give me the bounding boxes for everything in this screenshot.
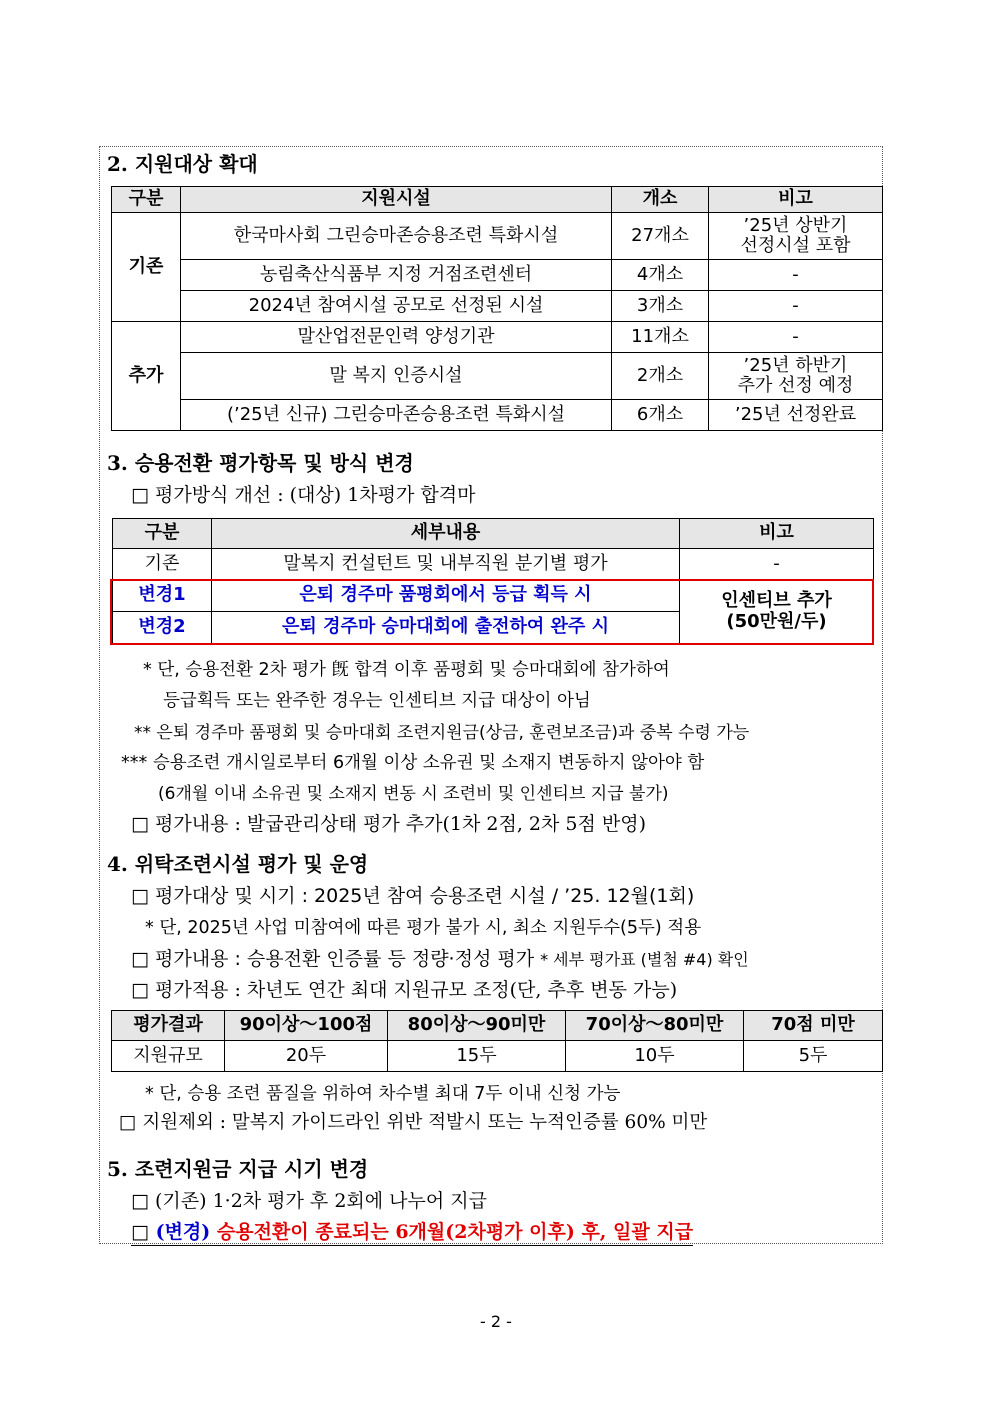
note-cell: [709, 353, 883, 400]
header-count: 개소: [612, 187, 709, 213]
note-line: 추가 선정 예정: [737, 375, 854, 396]
header-category: 구분: [113, 519, 212, 549]
count-cell: 3개소: [612, 291, 709, 322]
count-cell: 4개소: [612, 260, 709, 291]
note-line: 선정시설 포함: [740, 235, 851, 256]
page-number: - 2 -: [480, 1312, 512, 1331]
eval-content-item: [131, 944, 749, 971]
header-range-3: 70이상～80미만: [566, 1011, 744, 1041]
header-range-2: 80이상～90미만: [388, 1011, 566, 1041]
scale-cell: 10두: [566, 1041, 744, 1072]
facility-cell: 농림축산식품부 지정 거점조련센터: [181, 260, 612, 291]
note-cell: -: [709, 291, 883, 322]
scale-cell: 20두: [225, 1041, 388, 1072]
row-note: -: [680, 549, 874, 580]
table-row: [112, 213, 883, 260]
table-row: [112, 322, 883, 353]
incentive-line: 인센티브 추가: [721, 590, 832, 612]
support-target-table: [111, 186, 883, 431]
row-content: 은퇴 경주마 승마대회에 출전하여 완주 시: [212, 612, 680, 644]
note-3a: *** 승용조련 개시일로부터 6개월 이상 소유권 및 소재지 변동하지 않아야 함: [121, 753, 705, 773]
count-cell: 2개소: [612, 353, 709, 400]
checkbox-glyph: □: [131, 1221, 149, 1243]
facility-cell: 말산업전문인력 양성기관: [181, 322, 612, 353]
table-row: [112, 1041, 883, 1072]
table-header-row: [112, 1011, 883, 1041]
section-3-title: 3. 승용전환 평가항목 및 방식 변경: [107, 451, 414, 475]
payment-change-item: [131, 1217, 693, 1246]
table-header-row: [113, 519, 874, 549]
row-label: 지원규모: [112, 1041, 225, 1072]
count-cell: 11개소: [612, 322, 709, 353]
note-cell: -: [709, 322, 883, 353]
note-cell: -: [709, 260, 883, 291]
header-note: 비고: [680, 519, 874, 549]
table-header-row: [112, 187, 883, 213]
scale-cell: 15두: [388, 1041, 566, 1072]
note-2: ** 은퇴 경주마 품평회 및 승마대회 조련지원금(상금, 훈련보조금)과 중복 수령 가능: [134, 723, 750, 743]
payment-existing-item: □ (기존) 1·2차 평가 후 2회에 나누어 지급: [131, 1190, 487, 1212]
change-text: 승용전환이 종료되는 6개월(2차평가 이후) 후, 일괄 지급: [216, 1221, 694, 1243]
row-content: 은퇴 경주마 품평회에서 등급 획득 시: [212, 580, 680, 612]
scale-note: * 단, 승용 조련 품질을 위하여 차수별 최대 7두 이내 신청 가능: [145, 1084, 621, 1104]
header-result: 평가결과: [112, 1011, 225, 1041]
change-label: (변경): [155, 1221, 211, 1243]
note-1a: * 단, 승용전환 2차 평가 旣 합격 이후 품평회 및 승마대회에 참가하여: [143, 660, 670, 680]
note-line: ’25년 상반기: [743, 214, 848, 236]
row-content: 말복지 컨설턴트 및 내부직원 분기별 평가: [212, 549, 680, 580]
table-row: [112, 353, 883, 400]
header-detail: 세부내용: [212, 519, 680, 549]
exclusion-item: □ 지원제외 : 말복지 가이드라인 위반 적발시 또는 누적인증률 60% 미만: [119, 1112, 708, 1133]
count-cell: 27개소: [612, 213, 709, 260]
note-line: ’25년 하반기: [743, 354, 848, 376]
section-4-title: 4. 위탁조련시설 평가 및 운영: [107, 852, 369, 876]
note-cell: [709, 213, 883, 260]
row-label: 변경2: [113, 612, 212, 644]
note-1b: 등급획득 또는 완주한 경우는 인센티브 지급 대상이 아님: [163, 691, 591, 711]
support-scale-table: [111, 1010, 883, 1072]
eval-method-item: □ 평가방식 개선 : (대상) 1차평가 합격마: [131, 484, 476, 506]
facility-cell: 말 복지 인증시설: [181, 353, 612, 400]
table-row: [112, 260, 883, 291]
incentive-line: (50만원/두): [726, 610, 827, 632]
row-label: 기존: [113, 549, 212, 580]
table-row: [112, 400, 883, 431]
section-5-title: 5. 조련지원금 지급 시기 변경: [107, 1157, 369, 1181]
table-row: [113, 549, 874, 580]
row-label: 변경1: [113, 580, 212, 612]
change-highlight-box: [110, 579, 874, 645]
note-3b: (6개월 이내 소유권 및 소재지 변동 시 조련비 및 인센티브 지급 불가): [158, 784, 669, 804]
section-2-title: 2. 지원대상 확대: [107, 152, 258, 176]
table-row: [112, 291, 883, 322]
eval-content-item: □ 평가내용 : 발굽관리상태 평가 추가(1차 2점, 2차 5점 반영): [131, 813, 647, 835]
header-range-4: 70점 미만: [744, 1011, 883, 1041]
facility-cell: 한국마사회 그린승마존승용조련 특화시설: [181, 213, 612, 260]
facility-cell: 2024년 참여시설 공모로 선정된 시설: [181, 291, 612, 322]
header-category: 구분: [112, 187, 181, 213]
eval-content-note: * 세부 평가표 (별첨 #4) 확인: [540, 950, 749, 969]
header-facility: 지원시설: [181, 187, 612, 213]
group-added: 추가: [112, 322, 181, 431]
group-existing: 기존: [112, 213, 181, 322]
count-cell: 6개소: [612, 400, 709, 431]
header-note: 비고: [709, 187, 883, 213]
header-range-1: 90이상～100점: [225, 1011, 388, 1041]
eval-target-note: * 단, 2025년 사업 미참여에 따른 평가 불가 시, 최소 지원두수(5두) 적용: [145, 918, 702, 938]
note-cell: ’25년 선정완료: [709, 400, 883, 431]
facility-cell: (’25년 신규) 그린승마존승용조련 특화시설: [181, 400, 612, 431]
scale-cell: 5두: [744, 1041, 883, 1072]
eval-content-text: □ 평가내용 : 승용전환 인증률 등 정량·정성 평가: [131, 948, 535, 970]
eval-target-item: □ 평가대상 및 시기 : 2025년 참여 승용조련 시설 / ’25. 12월(1회): [131, 885, 695, 907]
eval-apply-item: □ 평가적용 : 차년도 연간 최대 지원규모 조정(단, 추후 변동 가능): [131, 979, 678, 1001]
